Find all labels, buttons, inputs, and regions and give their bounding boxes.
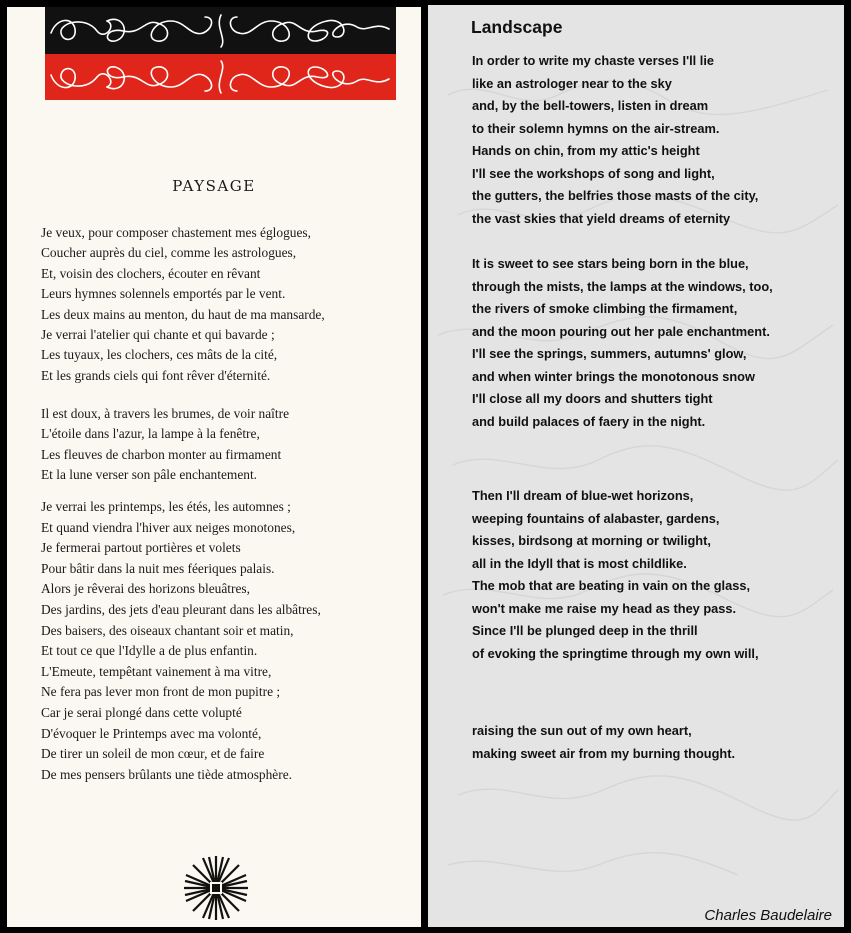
translation-verse-line: and when winter brings the monotonous snow	[472, 368, 755, 384]
translation-verse-line: the rivers of smoke climbing the firmament,	[472, 301, 738, 316]
original-verse-line: Je verrai les printemps, les étés, les automnes ;	[41, 499, 291, 514]
original-verse-line: Leurs hymnes solennels emportés par le vent.	[41, 286, 286, 302]
banner-ornament-image	[45, 7, 396, 100]
original-verse-line: Je fermerai partout portières et volets	[41, 540, 241, 556]
translation-stanza-2	[472, 253, 773, 433]
translation-verse-line: I'll see the springs, summers, autumns' glow,	[472, 346, 747, 361]
original-verse-line: Des baisers, des oiseaux chantant soir et matin,	[41, 622, 294, 638]
original-verse-line: Les tuyaux, les clochers, ces mâts de la cité,	[41, 347, 278, 363]
original-verse-line: L'Emeute, tempêtant vainement à ma vitre,	[41, 663, 272, 679]
translation-stanza-4	[472, 720, 735, 765]
original-verse-line: Pour bâtir dans la nuit mes féeriques palais.	[41, 560, 275, 576]
translation-verse-line: all in the Idyll that is most childlike.	[472, 555, 687, 571]
original-verse-line: Et la lune verser son pâle enchantement.	[41, 467, 258, 483]
sun-emblem-icon	[183, 855, 249, 926]
translation-verse-line: Hands on chin, from my attic's height	[472, 143, 700, 158]
translation-verse-line: to their solemn hymns on the air-stream.	[472, 120, 720, 136]
original-verse-line: Et quand viendra l'hiver aux neiges monotones,	[41, 519, 296, 535]
original-verse-line: De tirer un soleil de mon cœur, et de faire	[41, 746, 265, 762]
original-verse-line: Et tout ce que l'Idylle a de plus enfantin.	[41, 643, 258, 659]
translation-verse-line: and, by the bell-towers, listen in dream	[472, 98, 709, 113]
original-verse-line: Et les grands ciels qui font rêver d'éternité.	[41, 367, 271, 383]
original-verse-line: Je verrai l'atelier qui chante et qui bavarde ;	[41, 327, 275, 343]
translation-verse-line: kisses, birdsong at morning or twilight,	[472, 533, 711, 548]
original-stanza-3	[41, 497, 321, 785]
translation-verse-line: It is sweet to see stars being born in the blue,	[472, 256, 749, 271]
translation-verse-line: and the moon pouring out her pale enchantment.	[472, 323, 770, 339]
translation-verse-line: through the mists, the lamps at the windows, too,	[472, 278, 773, 294]
translation-verse-line: the gutters, the belfries those masts of the city,	[472, 188, 759, 203]
author-signature: Charles Baudelaire	[704, 907, 832, 924]
ornamental-banner	[45, 7, 396, 100]
original-verse-line: D'évoquer le Printemps avec ma volonté,	[41, 725, 262, 741]
translation-verse-line: won't make me raise my head as they pass.	[472, 600, 737, 616]
original-verse-line: Il est doux, à travers les brumes, de voir naître	[41, 406, 290, 421]
translation-verse-line: and build palaces of faery in the night.	[472, 413, 706, 429]
translation-page	[428, 5, 844, 927]
original-verse-line: Coucher auprès du ciel, comme les astrologues,	[41, 245, 297, 261]
original-verse-line: Je veux, pour composer chastement mes églogues,	[41, 225, 311, 240]
original-verse-line: L'étoile dans l'azur, la lampe à la fenêtre,	[41, 426, 260, 442]
translation-verse-line: I'll close all my doors and shutters tight	[472, 391, 713, 406]
translation-verse-line: like an astrologer near to the sky	[472, 75, 672, 91]
translation-verse-line: raising the sun out of my own heart,	[472, 723, 692, 738]
translation-verse-line: the vast skies that yield dreams of eternity	[472, 210, 731, 226]
original-verse-line: Des jardins, des jets d'eau pleurant dans les albâtres,	[41, 601, 321, 617]
original-verse-line: Et, voisin des clochers, écouter en rêvant	[41, 265, 261, 281]
translation-verse-line: In order to write my chaste verses I'll lie	[472, 53, 715, 68]
original-stanza-1	[41, 223, 325, 386]
original-verse-line: Alors je rêverai des horizons bleuâtres,	[41, 581, 250, 597]
original-verse-line: Les fleuves de charbon monter au firmament	[41, 446, 282, 462]
translation-verse-line: I'll see the workshops of song and light,	[472, 165, 715, 181]
translation-verse-line: Since I'll be plunged deep in the thrill	[472, 623, 698, 638]
translation-verse-line: weeping fountains of alabaster, gardens,	[472, 510, 720, 526]
translation-verse-line: The mob that are beating in vain on the glass,	[472, 578, 751, 593]
translation-verse-line: making sweet air from my burning thought.	[472, 745, 736, 761]
translation-stanza-3	[472, 485, 759, 665]
translation-stanza-1	[472, 50, 758, 230]
original-stanza-2	[41, 404, 289, 486]
original-poem-title: PAYSAGE	[172, 177, 256, 195]
original-verse-line: Les deux mains au menton, du haut de ma mansarde,	[41, 306, 325, 322]
original-page	[7, 7, 421, 927]
translation-verse-line: Then I'll dream of blue-wet horizons,	[472, 488, 694, 503]
original-verse-line: Car je serai plongé dans cette volupté	[41, 704, 242, 720]
original-verse-line: De mes pensers brûlants une tiède atmosphère.	[41, 766, 292, 782]
translation-verse-line: of evoking the springtime through my own will,	[472, 645, 759, 661]
original-verse-line: Ne fera pas lever mon front de mon pupitre ;	[41, 684, 281, 700]
translation-poem-title: Landscape	[471, 17, 563, 37]
